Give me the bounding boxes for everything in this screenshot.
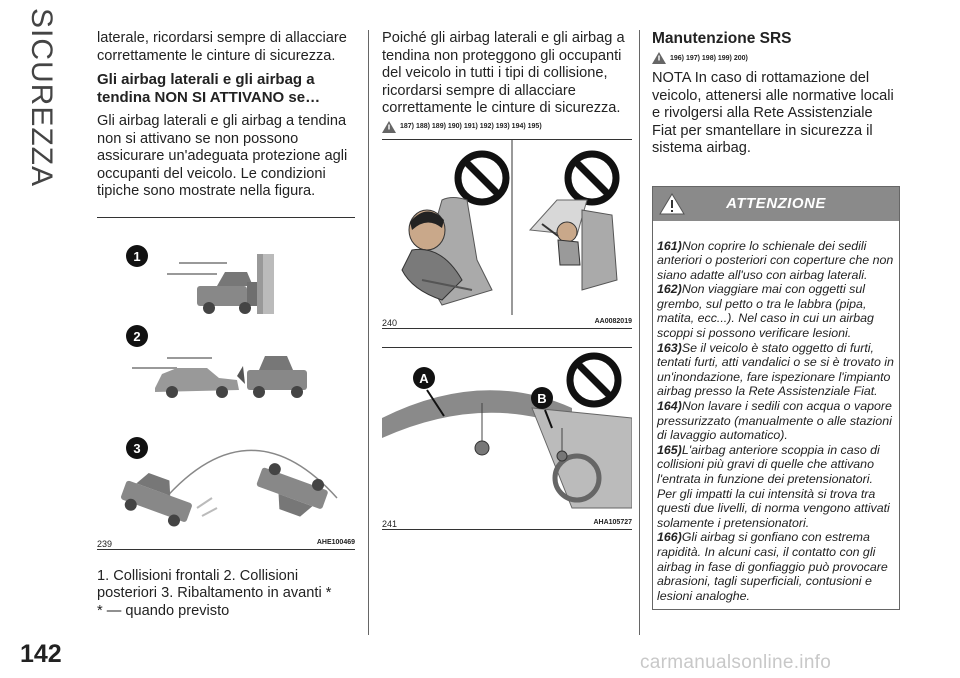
collision-illustration bbox=[97, 218, 355, 536]
marker-b-label: B bbox=[537, 390, 547, 406]
note-text: NOTA In caso di rottamazione del veicolo, attenersi alle normative locali e rivolgersi alla Rete Assistenziale Fiat per smantellare in sicurezza il sistema airbag. bbox=[652, 70, 894, 156]
column-divider bbox=[368, 30, 369, 635]
intro-text: laterale, ricordarsi sempre di allacciare correttamente le cinture di sicurezza. bbox=[97, 30, 347, 64]
warning-item bbox=[657, 399, 895, 443]
figure-number: 241 bbox=[382, 518, 398, 529]
section-title: SICUREZZA bbox=[25, 8, 58, 188]
figure-240 bbox=[382, 139, 632, 329]
warning-item-number: 163) bbox=[657, 340, 682, 355]
body-text: Gli airbag laterali e gli airbag a tendina non si attivano se non possono assicurare un'adeguata protezione agli occupanti del veicolo. Le condizioni tipiche sono mostrate nella figura. bbox=[97, 113, 348, 199]
warning-triangle-icon bbox=[659, 193, 685, 215]
figure-code: AA0082019 bbox=[594, 317, 632, 325]
column-3 bbox=[652, 30, 900, 610]
prohibition-icon bbox=[570, 356, 618, 404]
column-1 bbox=[97, 30, 355, 620]
warning-item-text: Se il veicolo è stato oggetto di furti, tentati furti, atti vandalici o se si è trovato in un'inondazione, fare ispezionare l'impianto airbag presso la Rete Assistenziale Fiat. bbox=[657, 340, 894, 399]
figure-code: AHA105727 bbox=[593, 518, 632, 526]
warning-item-text: L'airbag anteriore scoppia in caso di collisioni più gravi di quelle che attivano l'entrata in funzione dei pretensionatori. Per gli impatti la cui intensità si trova tra questi due livelli, di norma vengono attivati solamente i pretensionatori. bbox=[657, 442, 890, 530]
figure-239 bbox=[97, 217, 355, 550]
rear-collision bbox=[132, 356, 307, 398]
figure-caption bbox=[382, 315, 632, 328]
front-collision bbox=[167, 254, 274, 314]
prohibition-icon bbox=[568, 154, 616, 202]
figure-number: 240 bbox=[382, 317, 398, 328]
warning-refs: 187) 188) 189) 190) 191) 192) 193) 194) 195) bbox=[382, 121, 632, 133]
warning-item-text: Gli airbag si gonfiano con estrema rapidità. In alcuni casi, il contatto con gli airbag in fase di gonfiaggio può provocare abrasioni, tagli superficiali, contusioni e lesioni analoghe. bbox=[657, 530, 888, 603]
section-heading: Gli airbag laterali e gli airbag a tendina NON SI ATTIVANO se… bbox=[97, 71, 321, 106]
warning-item-text: Non viaggiare mai con oggetti sul grembo, sul petto o tra le labbra (pipa, matita, ecc...). Nel caso in cui un airbag scoppi si possono verificare lesioni. bbox=[657, 282, 874, 341]
figure-legend: 1. Collisioni frontali 2. Collisioni posteriori 3. Ribaltamento in avanti * bbox=[97, 567, 332, 601]
warning-refs: 196) 197) 198) 199) 200) bbox=[652, 52, 900, 64]
warning-item bbox=[657, 530, 895, 603]
watermark: carmanualsonline.info bbox=[640, 652, 832, 673]
interior-objects-illustration bbox=[382, 348, 632, 516]
warning-item bbox=[657, 282, 895, 340]
figure-number: 239 bbox=[97, 538, 113, 549]
warning-item-number: 162) bbox=[657, 282, 682, 297]
warning-header bbox=[653, 187, 899, 221]
warning-items bbox=[653, 221, 899, 610]
marker-a-label: A bbox=[419, 370, 429, 386]
warning-triangle-icon bbox=[652, 52, 666, 64]
marker-2-label: 2 bbox=[133, 328, 141, 344]
srs-heading: Manutenzione SRS bbox=[652, 30, 792, 47]
warning-item bbox=[657, 341, 895, 399]
figure-code: AHE100469 bbox=[316, 538, 355, 546]
warning-triangle-icon bbox=[382, 121, 396, 133]
page-number: 142 bbox=[20, 640, 62, 668]
warning-item bbox=[657, 239, 895, 283]
warning-item-number: 166) bbox=[657, 530, 682, 545]
footnote: * — quando previsto bbox=[97, 602, 230, 619]
warning-box bbox=[652, 186, 900, 611]
figure-caption bbox=[97, 536, 355, 549]
warning-item-number: 165) bbox=[657, 442, 682, 457]
figure-241 bbox=[382, 347, 632, 530]
prohibition-icon bbox=[458, 154, 506, 202]
body-text: Poiché gli airbag laterali e gli airbag a tendina non proteggono gli occupanti del veicolo in tutti i tipi di collisione, ricordarsi sempre di allacciare correttamente le cinture di sicurezza. bbox=[382, 30, 625, 116]
marker-3-label: 3 bbox=[133, 440, 141, 456]
column-divider bbox=[639, 30, 640, 635]
figure-caption bbox=[382, 516, 632, 529]
marker-1-label: 1 bbox=[133, 248, 141, 264]
warning-item-number: 164) bbox=[657, 399, 682, 414]
warning-item-text: Non coprire lo schienale dei sedili anteriori o posteriori con coperture che non siano adatte all'uso con airbag laterali. bbox=[657, 238, 894, 282]
seat-occupant-illustration bbox=[382, 140, 632, 315]
rollover bbox=[117, 450, 337, 530]
warning-title: ATTENZIONE bbox=[726, 195, 826, 212]
warning-item-number: 161) bbox=[657, 238, 682, 253]
warning-item-text: Non lavare i sedili con acqua o vapore pressurizzato (manualmente o alle stazioni di lavaggio automatico). bbox=[657, 399, 892, 443]
column-2 bbox=[382, 30, 632, 530]
warning-item bbox=[657, 443, 895, 531]
